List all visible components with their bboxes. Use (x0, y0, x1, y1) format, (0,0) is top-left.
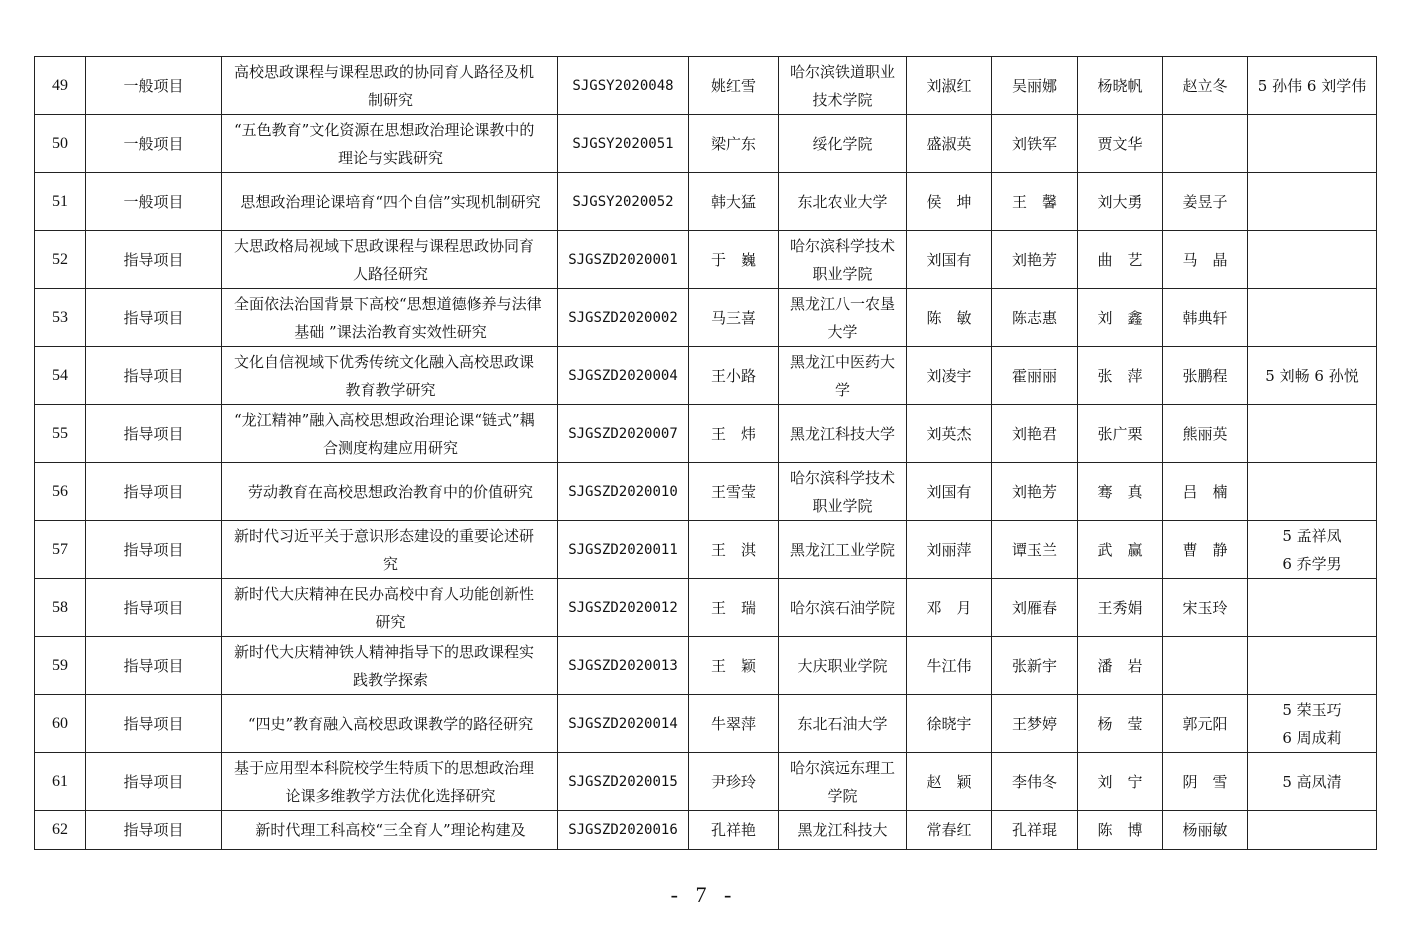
cell-project-title: 劳动教育在高校思想政治教育中的价值研究 (222, 463, 558, 521)
cell-member-2: 孔祥琨 (992, 811, 1078, 850)
cell-other-members (1248, 405, 1377, 463)
cell-institution: 绥化学院 (779, 115, 907, 173)
cell-leader: 梁广东 (689, 115, 779, 173)
table-row (35, 231, 1377, 289)
cell-member-4: 阴 雪 (1163, 753, 1248, 811)
cell-other-members (1248, 579, 1377, 637)
cell-project-code: SJGSZD2020004 (558, 347, 689, 405)
cell-project-title: 新时代习近平关于意识形态建设的重要论述研究 (222, 521, 558, 579)
cell-project-title: 大思政格局视域下思政课程与课程思政协同育人路径研究 (222, 231, 558, 289)
table-row (35, 463, 1377, 521)
cell-project-code: SJGSZD2020010 (558, 463, 689, 521)
cell-member-4 (1163, 637, 1248, 695)
cell-member-4: 郭元阳 (1163, 695, 1248, 753)
table-row (35, 173, 1377, 231)
cell-institution: 黑龙江八一农垦大学 (779, 289, 907, 347)
cell-project-type: 一般项目 (86, 57, 222, 115)
cell-institution: 东北农业大学 (779, 173, 907, 231)
cell-project-title: “五色教育”文化资源在思想政治理论课教中的理论与实践研究 (222, 115, 558, 173)
cell-member-1: 侯 坤 (907, 173, 992, 231)
cell-member-1: 赵 颖 (907, 753, 992, 811)
cell-project-code: SJGSZD2020002 (558, 289, 689, 347)
cell-number: 53 (35, 289, 86, 347)
table-row (35, 405, 1377, 463)
cell-institution: 哈尔滨科学技术职业学院 (779, 463, 907, 521)
cell-member-1: 刘淑红 (907, 57, 992, 115)
table-row (35, 753, 1377, 811)
cell-project-code: SJGSZD2020014 (558, 695, 689, 753)
cell-project-code: SJGSZD2020001 (558, 231, 689, 289)
cell-leader: 牛翠萍 (689, 695, 779, 753)
cell-other-members: 5 孙伟 6 刘学伟 (1248, 57, 1377, 115)
cell-member-2: 王 馨 (992, 173, 1078, 231)
cell-number: 49 (35, 57, 86, 115)
cell-project-title: 思想政治理论课培育“四个自信”实现机制研究 (222, 173, 558, 231)
cell-project-type: 指导项目 (86, 811, 222, 850)
cell-member-3: 潘 岩 (1078, 637, 1163, 695)
cell-member-4: 曹 静 (1163, 521, 1248, 579)
cell-project-title: 新时代大庆精神铁人精神指导下的思政课程实践教学探索 (222, 637, 558, 695)
cell-member-4 (1163, 115, 1248, 173)
cell-institution: 哈尔滨科学技术职业学院 (779, 231, 907, 289)
cell-project-title: 新时代理工科高校“三全育人”理论构建及 (222, 811, 558, 850)
cell-project-code: SJGSZD2020011 (558, 521, 689, 579)
cell-leader: 王雪莹 (689, 463, 779, 521)
cell-project-type: 指导项目 (86, 231, 222, 289)
cell-member-1: 陈 敏 (907, 289, 992, 347)
cell-member-1: 刘英杰 (907, 405, 992, 463)
cell-other-members: 5 孟祥凤 6 乔学男 (1248, 521, 1377, 579)
cell-other-members (1248, 289, 1377, 347)
table-row (35, 695, 1377, 753)
cell-institution: 黑龙江科技大学 (779, 405, 907, 463)
cell-member-4: 赵立冬 (1163, 57, 1248, 115)
cell-other-members: 5 高凤清 (1248, 753, 1377, 811)
cell-member-3: 刘 鑫 (1078, 289, 1163, 347)
cell-member-2: 刘铁军 (992, 115, 1078, 173)
table-row (35, 289, 1377, 347)
cell-project-type: 指导项目 (86, 289, 222, 347)
cell-member-3: 骞 真 (1078, 463, 1163, 521)
cell-project-code: SJGSY2020051 (558, 115, 689, 173)
cell-project-title: 高校思政课程与课程思政的协同育人路径及机制研究 (222, 57, 558, 115)
cell-leader: 王 淇 (689, 521, 779, 579)
cell-member-4: 张鹏程 (1163, 347, 1248, 405)
project-table (34, 56, 1377, 850)
cell-member-2: 刘艳芳 (992, 463, 1078, 521)
cell-member-4: 杨丽敏 (1163, 811, 1248, 850)
cell-number: 61 (35, 753, 86, 811)
cell-member-3: 杨晓帆 (1078, 57, 1163, 115)
cell-project-code: SJGSZD2020016 (558, 811, 689, 850)
cell-project-type: 指导项目 (86, 579, 222, 637)
cell-member-3: 贾文华 (1078, 115, 1163, 173)
cell-member-1: 邓 月 (907, 579, 992, 637)
cell-member-3: 陈 博 (1078, 811, 1163, 850)
table-row (35, 811, 1377, 850)
cell-leader: 王小路 (689, 347, 779, 405)
cell-member-2: 刘艳芳 (992, 231, 1078, 289)
table-row (35, 637, 1377, 695)
cell-number: 57 (35, 521, 86, 579)
cell-project-code: SJGSZD2020015 (558, 753, 689, 811)
cell-member-2: 谭玉兰 (992, 521, 1078, 579)
cell-member-1: 刘凌宇 (907, 347, 992, 405)
cell-other-members (1248, 463, 1377, 521)
cell-other-members: 5 荣玉巧 6 周成莉 (1248, 695, 1377, 753)
cell-institution: 哈尔滨远东理工学院 (779, 753, 907, 811)
cell-institution: 东北石油大学 (779, 695, 907, 753)
table-row (35, 347, 1377, 405)
cell-member-3: 张广栗 (1078, 405, 1163, 463)
cell-leader: 于 巍 (689, 231, 779, 289)
cell-institution: 哈尔滨石油学院 (779, 579, 907, 637)
cell-project-type: 指导项目 (86, 637, 222, 695)
cell-member-2: 吴丽娜 (992, 57, 1078, 115)
cell-project-title: 文化自信视域下优秀传统文化融入高校思政课教育教学研究 (222, 347, 558, 405)
cell-member-3: 张 萍 (1078, 347, 1163, 405)
cell-member-1: 刘国有 (907, 463, 992, 521)
cell-member-3: 武 赢 (1078, 521, 1163, 579)
cell-leader: 王 颖 (689, 637, 779, 695)
table-row (35, 579, 1377, 637)
cell-institution: 黑龙江中医药大学 (779, 347, 907, 405)
cell-leader: 尹珍玲 (689, 753, 779, 811)
cell-member-4: 吕 楠 (1163, 463, 1248, 521)
cell-project-title: 基于应用型本科院校学生特质下的思想政治理论课多维教学方法优化选择研究 (222, 753, 558, 811)
cell-member-1: 常春红 (907, 811, 992, 850)
cell-member-4: 熊丽英 (1163, 405, 1248, 463)
cell-leader: 马三喜 (689, 289, 779, 347)
cell-member-1: 刘丽萍 (907, 521, 992, 579)
cell-member-4: 宋玉玲 (1163, 579, 1248, 637)
cell-member-4: 马 晶 (1163, 231, 1248, 289)
cell-project-type: 指导项目 (86, 463, 222, 521)
cell-number: 50 (35, 115, 86, 173)
table-row (35, 115, 1377, 173)
cell-member-1: 盛淑英 (907, 115, 992, 173)
cell-member-1: 徐晓宇 (907, 695, 992, 753)
cell-project-title: 新时代大庆精神在民办高校中育人功能创新性研究 (222, 579, 558, 637)
cell-project-code: SJGSZD2020007 (558, 405, 689, 463)
cell-member-2: 王梦婷 (992, 695, 1078, 753)
cell-leader: 王 炜 (689, 405, 779, 463)
cell-number: 59 (35, 637, 86, 695)
cell-leader: 孔祥艳 (689, 811, 779, 850)
cell-number: 52 (35, 231, 86, 289)
cell-member-1: 牛江伟 (907, 637, 992, 695)
cell-leader: 姚红雪 (689, 57, 779, 115)
cell-leader: 王 瑞 (689, 579, 779, 637)
cell-project-type: 指导项目 (86, 695, 222, 753)
cell-member-3: 王秀娟 (1078, 579, 1163, 637)
cell-member-2: 陈志惠 (992, 289, 1078, 347)
cell-number: 56 (35, 463, 86, 521)
cell-other-members (1248, 231, 1377, 289)
cell-member-1: 刘国有 (907, 231, 992, 289)
cell-institution: 大庆职业学院 (779, 637, 907, 695)
cell-number: 51 (35, 173, 86, 231)
cell-project-type: 一般项目 (86, 115, 222, 173)
cell-project-code: SJGSY2020048 (558, 57, 689, 115)
cell-project-type: 指导项目 (86, 347, 222, 405)
page-number: - 7 - (670, 882, 738, 907)
cell-member-2: 刘雁春 (992, 579, 1078, 637)
cell-member-2: 霍丽丽 (992, 347, 1078, 405)
cell-number: 58 (35, 579, 86, 637)
cell-leader: 韩大猛 (689, 173, 779, 231)
cell-project-title: “四史”教育融入高校思政课教学的路径研究 (222, 695, 558, 753)
cell-project-code: SJGSY2020052 (558, 173, 689, 231)
cell-project-type: 指导项目 (86, 753, 222, 811)
table-row (35, 57, 1377, 115)
cell-institution: 哈尔滨铁道职业技术学院 (779, 57, 907, 115)
table-row (35, 521, 1377, 579)
cell-other-members (1248, 811, 1377, 850)
table-body (35, 57, 1377, 850)
cell-number: 55 (35, 405, 86, 463)
cell-institution: 黑龙江工业学院 (779, 521, 907, 579)
cell-member-3: 刘 宁 (1078, 753, 1163, 811)
cell-member-3: 曲 艺 (1078, 231, 1163, 289)
cell-member-2: 刘艳君 (992, 405, 1078, 463)
cell-member-4: 韩典轩 (1163, 289, 1248, 347)
cell-project-type: 指导项目 (86, 521, 222, 579)
cell-member-3: 刘大勇 (1078, 173, 1163, 231)
cell-project-code: SJGSZD2020012 (558, 579, 689, 637)
cell-number: 62 (35, 811, 86, 850)
cell-project-code: SJGSZD2020013 (558, 637, 689, 695)
cell-project-type: 指导项目 (86, 405, 222, 463)
cell-other-members (1248, 173, 1377, 231)
cell-member-2: 李伟冬 (992, 753, 1078, 811)
cell-other-members: 5 刘畅 6 孙悦 (1248, 347, 1377, 405)
cell-project-title: 全面依法治国背景下高校“思想道德修养与法律基础 ”课法治教育实效性研究 (222, 289, 558, 347)
cell-institution: 黑龙江科技大 (779, 811, 907, 850)
cell-number: 60 (35, 695, 86, 753)
cell-number: 54 (35, 347, 86, 405)
cell-project-title: “龙江精神”融入高校思想政治理论课“链式”耦合测度构建应用研究 (222, 405, 558, 463)
cell-other-members (1248, 637, 1377, 695)
cell-project-type: 一般项目 (86, 173, 222, 231)
cell-other-members (1248, 115, 1377, 173)
cell-member-2: 张新宇 (992, 637, 1078, 695)
cell-member-4: 姜昱子 (1163, 173, 1248, 231)
cell-member-3: 杨 莹 (1078, 695, 1163, 753)
